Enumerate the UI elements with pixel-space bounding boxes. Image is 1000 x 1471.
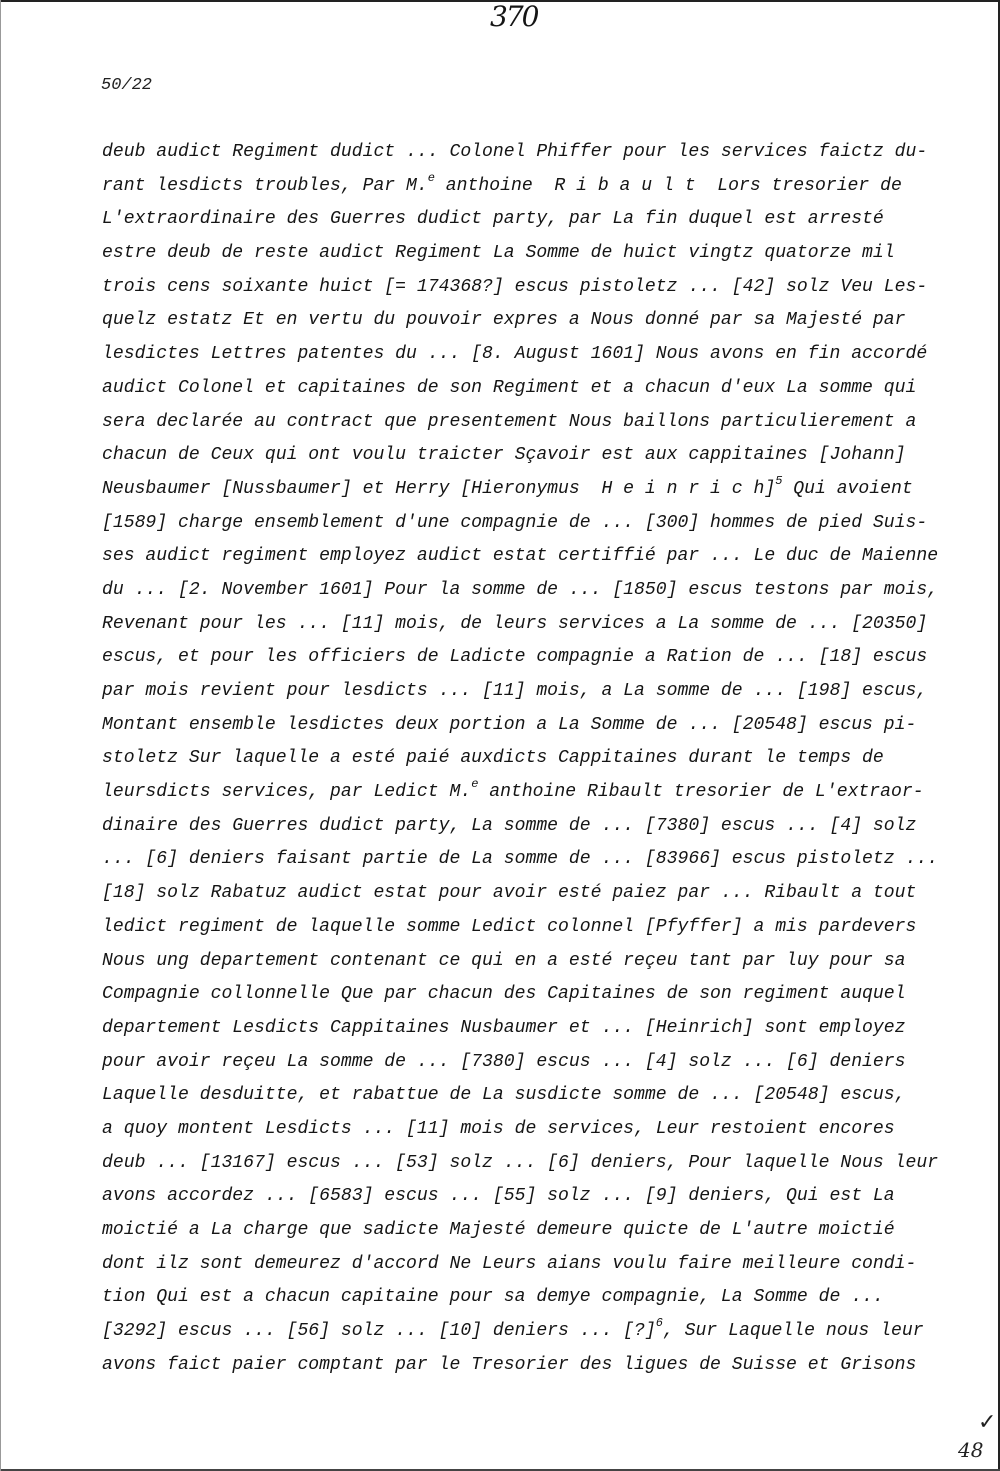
text-segment: audict Colonel et capitaines de son Regiment et a chacun d'eux La somme qui	[102, 377, 917, 398]
text-line	[102, 574, 939, 608]
text-line	[102, 1248, 922, 1282]
text-segment: lesdictes Lettres patentes du ... [8. August 1601] Nous avons en fin accordé	[102, 344, 928, 365]
text-segment: Compagnie collonnelle Que par chacun des Capitaines de son regiment auquel	[102, 984, 906, 1005]
text-line	[102, 945, 922, 979]
text-line	[102, 1281, 922, 1315]
text-segment: dont ilz sont demeurez d'accord Ne Leurs aians voulu faire meilleure condi-	[102, 1253, 917, 1274]
text-line	[102, 237, 922, 271]
text-segment: a quoy montent Lesdicts ... [11] mois de services, Leur restoient encores	[102, 1118, 895, 1139]
text-line	[102, 406, 922, 440]
text-line	[102, 540, 939, 574]
text-segment: rant lesdicts troubles, Par M.	[102, 175, 428, 196]
text-line	[102, 608, 928, 642]
text-segment: trois cens soixante huict [= 174368?] escus pistoletz ... [42] solz Veu Les-	[102, 276, 928, 297]
text-segment: [3292] escus ... [56] solz ... [10] deniers ... [?]	[102, 1321, 656, 1342]
text-segment: [1589] charge ensemblement d'une compagnie de ... [300] hommes de pied Suis-	[102, 512, 928, 533]
margin-check-mark: ✓	[978, 1410, 997, 1435]
text-segment: tion Qui est a chacun capitaine pour sa demye compagnie, La Somme de ...	[102, 1287, 884, 1308]
superscript: 6	[655, 1316, 663, 1331]
text-segment: deub audict Regiment dudict ... Colonel Phiffer pour les services faictz du-	[102, 142, 928, 162]
text-line	[102, 170, 922, 204]
text-segment: ... [6] deniers faisant partie de La somme de ... [83966] escus pistoletz ...	[102, 849, 939, 870]
text-line	[102, 271, 928, 305]
superscript: 5	[775, 473, 783, 488]
text-segment: , Sur Laquelle nous leur	[662, 1321, 924, 1342]
text-line	[102, 978, 922, 1012]
text-line	[102, 1012, 922, 1046]
text-line	[102, 372, 922, 406]
text-segment: ses audict regiment employez audict estat certiffié par ... Le duc de Maienne	[102, 546, 939, 567]
text-line	[102, 843, 939, 877]
text-segment: Neusbaumer [Nussbaumer] et Herry [Hieronymus H e i n r i c h]	[102, 478, 776, 499]
text-line	[102, 1349, 922, 1383]
text-line	[102, 473, 922, 507]
text-segment: Nous ung departement contenant ce qui en a esté reçeu tant par luy pour sa	[102, 950, 906, 971]
text-segment: anthoine R i b a u l t Lors tresorier de	[434, 175, 902, 196]
text-line	[102, 338, 928, 372]
text-segment: estre deub de reste audict Regiment La Somme de huict vingtz quatorze mil	[102, 243, 895, 264]
text-segment: Laquelle desduitte, et rabattue de La susdicte somme de ... [20548] escus,	[102, 1085, 906, 1106]
text-segment: anthoine Ribault tresorier de L'extraor-	[478, 782, 924, 803]
text-segment: departement Lesdicts Cappitaines Nusbaumer et ... [Heinrich] sont employez	[102, 1017, 906, 1038]
text-segment: deub ... [13167] escus ... [53] solz ... [6] deniers, Pour laquelle Nous leur	[102, 1152, 939, 1173]
text-line	[102, 709, 922, 743]
text-line	[102, 641, 928, 675]
document-reference: 50/22	[101, 76, 153, 95]
text-segment: par mois revient pour lesdicts ... [11] mois, a La somme de ... [198] escus,	[102, 681, 928, 701]
text-line	[102, 1315, 922, 1349]
handwritten-page-number: 48	[958, 1438, 984, 1462]
text-line	[102, 304, 922, 338]
text-segment: dinaire des Guerres dudict party, La somme de ... [7380] escus ... [4] solz	[102, 815, 917, 836]
text-line	[102, 507, 928, 541]
text-segment: moictié a La charge que sadicte Majesté demeure quicte de L'autre moictié	[102, 1220, 895, 1240]
text-line	[102, 877, 922, 911]
text-line	[102, 1214, 922, 1248]
text-line	[102, 1046, 922, 1080]
text-segment: quelz estatz Et en vertu du pouvoir expres a Nous donné par sa Majesté par	[102, 310, 906, 331]
text-segment: Montant ensemble lesdictes deux portion a La Somme de ... [20548] escus pi-	[102, 714, 917, 735]
text-segment: leursdicts services, par Ledict M.	[102, 782, 472, 803]
text-segment: stoletz Sur laquelle a esté paié auxdicts Cappitaines durant le temps de	[102, 748, 884, 769]
text-line	[102, 776, 922, 810]
text-line	[102, 439, 922, 473]
text-segment: avons accordez ... [6583] escus ... [55] solz ... [9] deniers, Qui est La	[102, 1186, 895, 1207]
text-line	[102, 675, 928, 709]
text-segment: escus, et pour les officiers de Ladicte compagnie a Ration de ... [18] escus	[102, 647, 928, 668]
transcription-body	[102, 136, 939, 1382]
text-line	[102, 1147, 939, 1181]
text-segment: ledict regiment de laquelle somme Ledict colonnel [Pfyffer] a mis pardevers	[102, 916, 917, 937]
text-segment: Qui avoient	[782, 478, 913, 499]
text-line	[102, 1180, 922, 1214]
text-segment: du ... [2. November 1601] Pour la somme de ... [1850] escus testons par mois,	[102, 579, 939, 600]
text-line	[102, 810, 922, 844]
text-line	[102, 1079, 922, 1113]
text-segment: chacun de Ceux qui ont voulu traicter Sçavoir est aux cappitaines [Johann]	[102, 445, 906, 466]
text-segment: L'extraordinaire des Guerres dudict party, par La fin duquel est arresté	[102, 209, 884, 230]
text-line	[102, 136, 928, 170]
superscript: e	[471, 777, 479, 792]
text-segment: avons faict paier comptant par le Tresorier des ligues de Suisse et Grisons	[102, 1354, 917, 1375]
text-segment: sera declarée au contract que presentement Nous baillons particulierement a	[102, 411, 917, 432]
page-border-left	[0, 0, 1, 1471]
text-line	[102, 742, 922, 776]
text-line	[102, 203, 922, 237]
text-line	[102, 1113, 922, 1147]
folio-number: 370	[490, 0, 538, 33]
text-line	[102, 911, 922, 945]
text-segment: [18] solz Rabatuz audict estat pour avoir esté paiez par ... Ribault a tout	[102, 883, 917, 904]
superscript: e	[427, 170, 435, 185]
text-segment: pour avoir reçeu La somme de ... [7380] escus ... [4] solz ... [6] deniers	[102, 1051, 906, 1072]
text-segment: Revenant pour les ... [11] mois, de leurs services a La somme de ... [20350]	[102, 613, 928, 634]
